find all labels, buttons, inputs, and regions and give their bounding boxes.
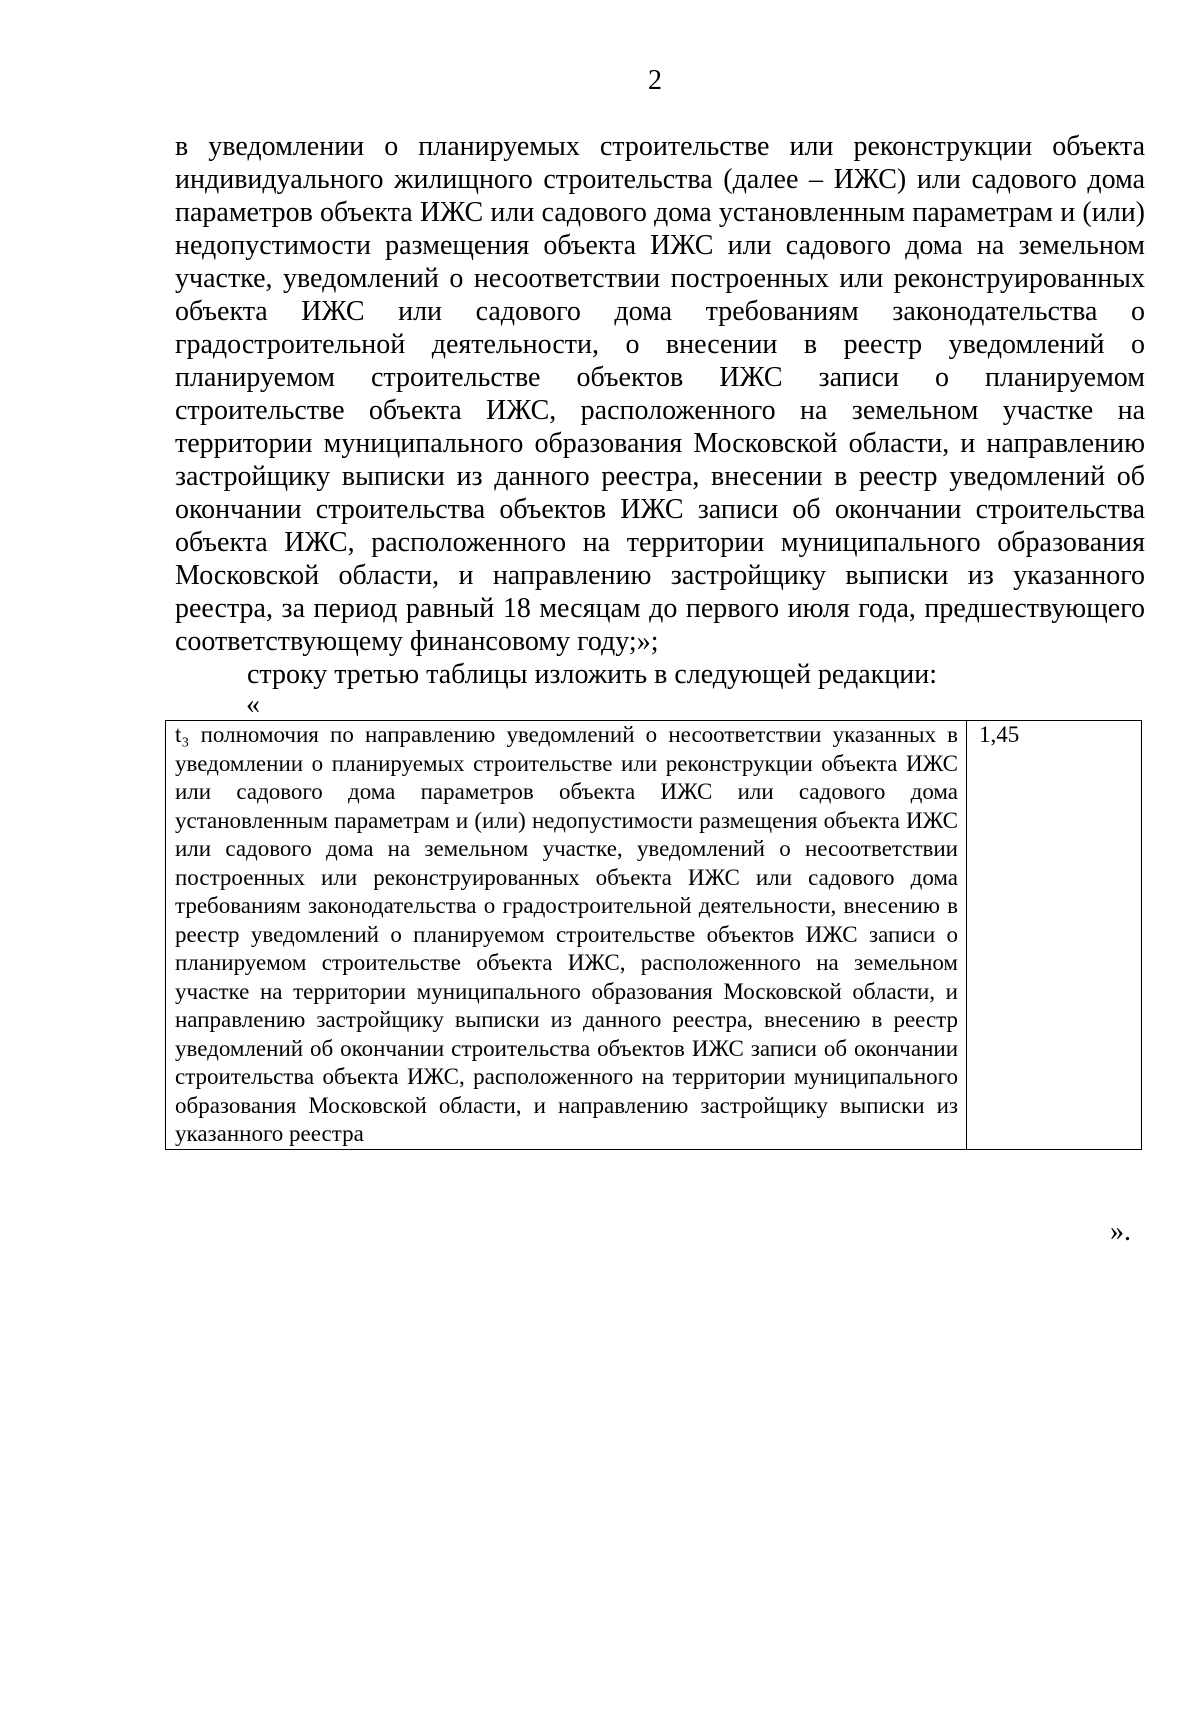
amendment-table (165, 720, 1142, 1150)
row-label: t₃ (175, 722, 190, 747)
table-row (166, 721, 1142, 1150)
closing-quote-mark: ». (1110, 1216, 1131, 1247)
coefficient-cell: 1,45 (967, 721, 1142, 1150)
paragraph-instruction: строку третью таблицы изложить в следующей редакции: (247, 659, 937, 690)
document-body (175, 130, 1145, 691)
row-description: полномочия по направлению уведомлений о несоответствии указанных в уведомлении о планируемых строительстве или реконструкции объекта ИЖС или садового дома параметров объекта ИЖС или садового дома установленным параметрам и (или) недопустимости размещения объекта ИЖС или садового дома на земельном участке, уведомлений о несоответствии построенных или реконструированных объекта ИЖС или садового дома требованиям законодательства о градостроительной деятельности, внесению в реестр уведомлений о планируемом строительстве объектов ИЖС записи о планируемом строительстве объекта ИЖС, расположенного на земельном участке на территории муниципального образования Московской области, и направлению застройщику выписки из данного реестра, внесению в реестр уведомлений об окончании строительства объектов ИЖС записи об окончании строительства объекта ИЖС, расположенного на территории муниципального образования Московской области, и направлению застройщику выписки из указанного реестра (175, 722, 959, 1146)
page-number: 2 (648, 65, 662, 96)
paragraph-continuation: в уведомлении о планируемых строительстве или реконструкции объекта индивидуального жилищного строительства (далее – ИЖС) или садового дома параметров объекта ИЖС или садового дома установленным параметрам и (или) недопустимости размещения объекта ИЖС или садового дома на земельном участке, уведомлений о несоответствии построенных или реконструированных объекта ИЖС или садового дома требованиям законодательства о градостроительной деятельности, о внесении в реестр уведомлений о планируемом строительстве объектов ИЖС записи о планируемом строительстве объекта ИЖС, расположенного на земельном участке на территории муниципального образования Московской области, и направлению застройщику выписки из данного реестра, внесении в реестр уведомлений об окончании строительства объектов ИЖС записи об окончании строительства объекта ИЖС, расположенного на территории муниципального образования Московской области, и направлению застройщику выписки из указанного реестра, за период равный 18 месяцам до первого июля года, предшествующего соответствующему финансовому году;»; (175, 131, 1145, 657)
description-cell (166, 721, 967, 1150)
opening-quote-mark: « (246, 689, 260, 720)
